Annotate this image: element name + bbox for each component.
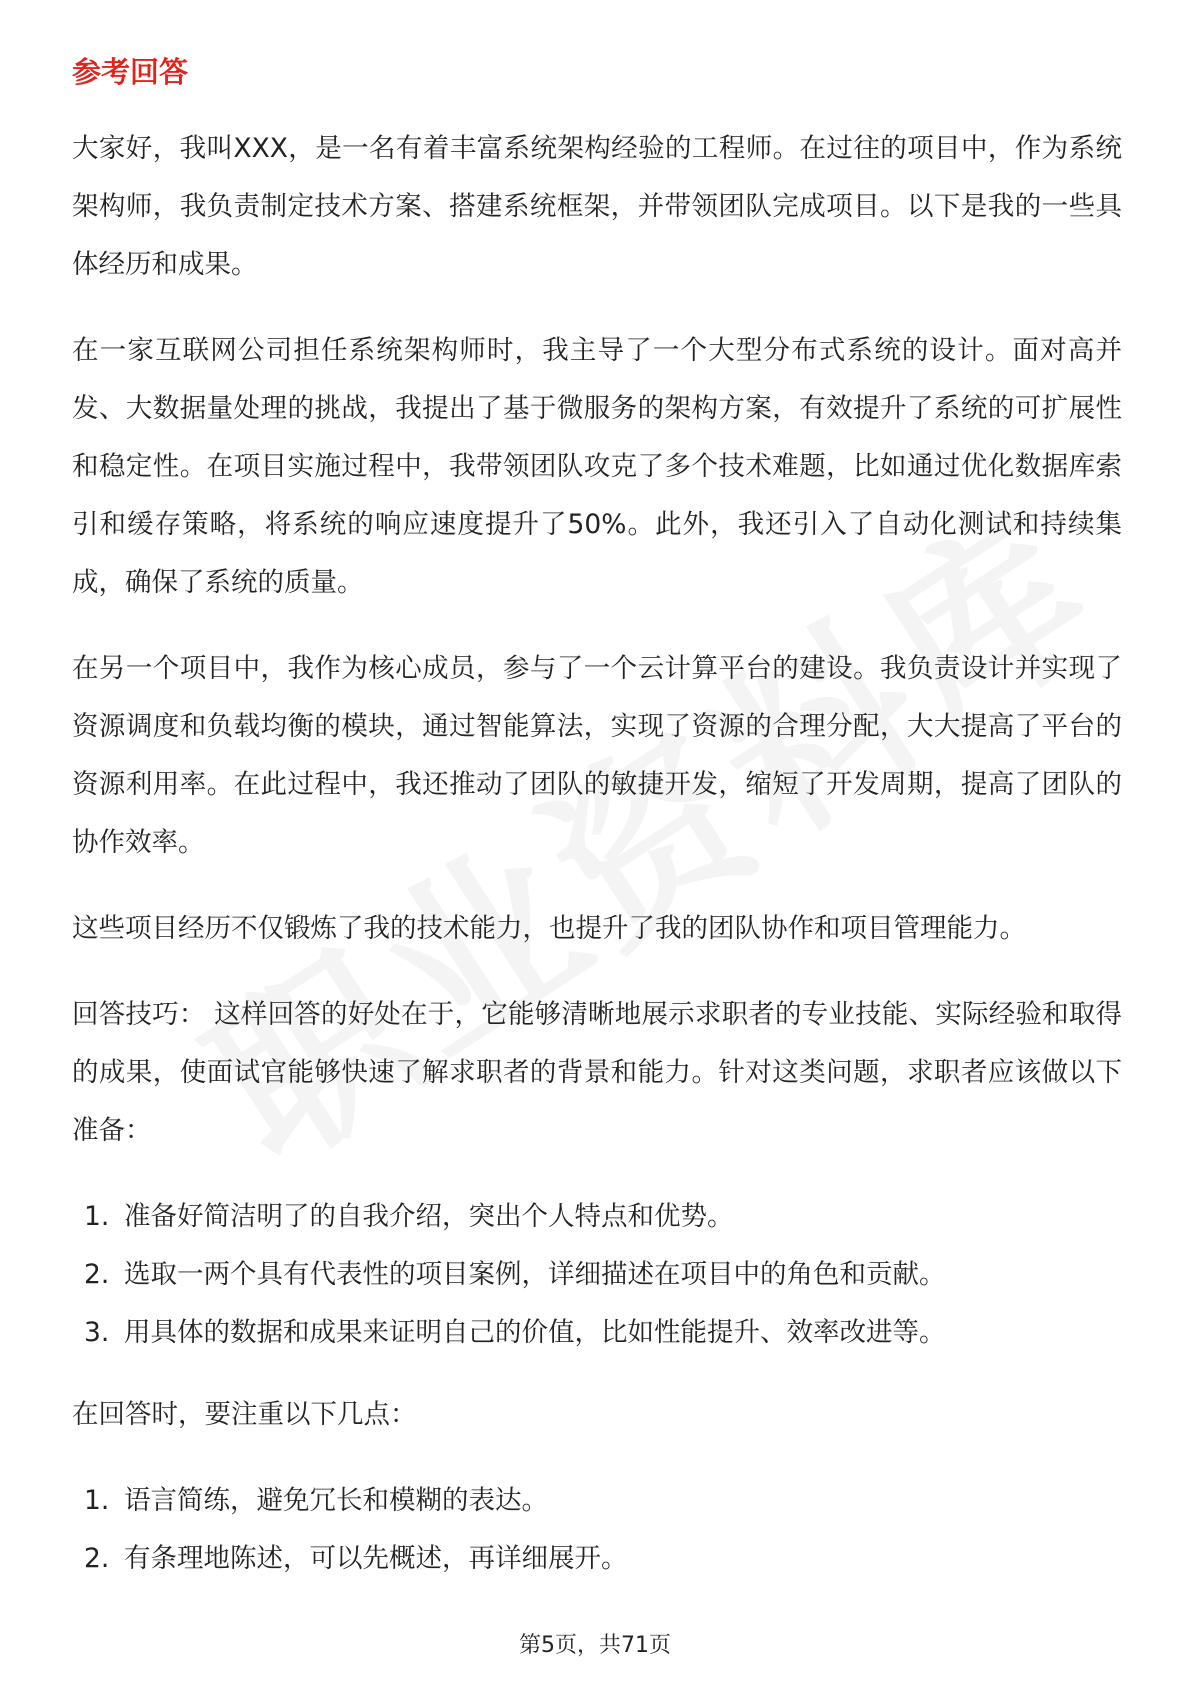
paragraph-summary: 这些项目经历不仅锻炼了我的技术能力，也提升了我的团队协作和项目管理能力。 xyxy=(72,913,1026,944)
list-item-text: 有条理地陈述，可以先概述，再详细展开。 xyxy=(124,1543,628,1574)
section-title: 参考回答 xyxy=(72,55,189,89)
list-item xyxy=(72,1304,1122,1362)
list-item xyxy=(72,1530,1122,1588)
paragraph-project-two: 在另一个项目中，我作为核心成员，参与了一个云计算平台的建设。我负责设计并实现了资源调度和负载均衡的模块，通过智能算法，实现了资源的合理分配，大大提高了平台的资源利用率。在此过程中，我还推动了团队的敏捷开发，缩短了开发周期，提高了团队的协作效率。 xyxy=(72,653,1122,858)
list-item-number: 1. xyxy=(84,1485,110,1516)
attention-list xyxy=(72,1472,1122,1588)
paragraph-project-one: 在一家互联网公司担任系统架构师时，我主导了一个大型分布式系统的设计。面对高并发、大数据量处理的挑战，我提出了基于微服务的架构方案，有效提升了系统的可扩展性和稳定性。在项目实施过程中，我带领团队攻克了多个技术难题，比如通过优化数据库索引和缓存策略，将系统的响应速度提升了50%。此外，我还引入了自动化测试和持续集成，确保了系统的质量。 xyxy=(72,335,1122,598)
list-item-text: 用具体的数据和成果来证明自己的价值，比如性能提升、效率改进等。 xyxy=(124,1317,946,1348)
page-indicator: 第5页，共71页 xyxy=(519,1633,671,1658)
paragraph-intro: 大家好，我叫XXX，是一名有着丰富系统架构经验的工程师。在过往的项目中，作为系统架构师，我负责制定技术方案、搭建系统框架，并带领团队完成项目。以下是我的一些具体经历和成果。 xyxy=(72,133,1122,280)
list-item-number: 3. xyxy=(84,1317,110,1348)
list-item-number: 2. xyxy=(84,1543,110,1574)
list-item xyxy=(72,1246,1122,1304)
prep-list xyxy=(72,1188,1122,1362)
paragraph-tips: 回答技巧： 这样回答的好处在于，它能够清晰地展示求职者的专业技能、实际经验和取得的成果，使面试官能够快速了解求职者的背景和能力。针对这类问题，求职者应该做以下准备： xyxy=(72,999,1122,1146)
list-item-text: 选取一两个具有代表性的项目案例，详细描述在项目中的角色和贡献。 xyxy=(124,1259,946,1290)
document-content xyxy=(72,50,1122,1612)
paragraph-attention-intro: 在回答时，要注重以下几点： xyxy=(72,1399,417,1430)
list-item xyxy=(72,1188,1122,1246)
list-item-text: 准备好简洁明了的自我介绍，突出个人特点和优势。 xyxy=(124,1201,734,1232)
list-item-number: 1. xyxy=(84,1201,110,1232)
list-item-number: 2. xyxy=(84,1259,110,1290)
list-item-text: 语言简练，避免冗长和模糊的表达。 xyxy=(124,1485,548,1516)
list-item xyxy=(72,1472,1122,1530)
